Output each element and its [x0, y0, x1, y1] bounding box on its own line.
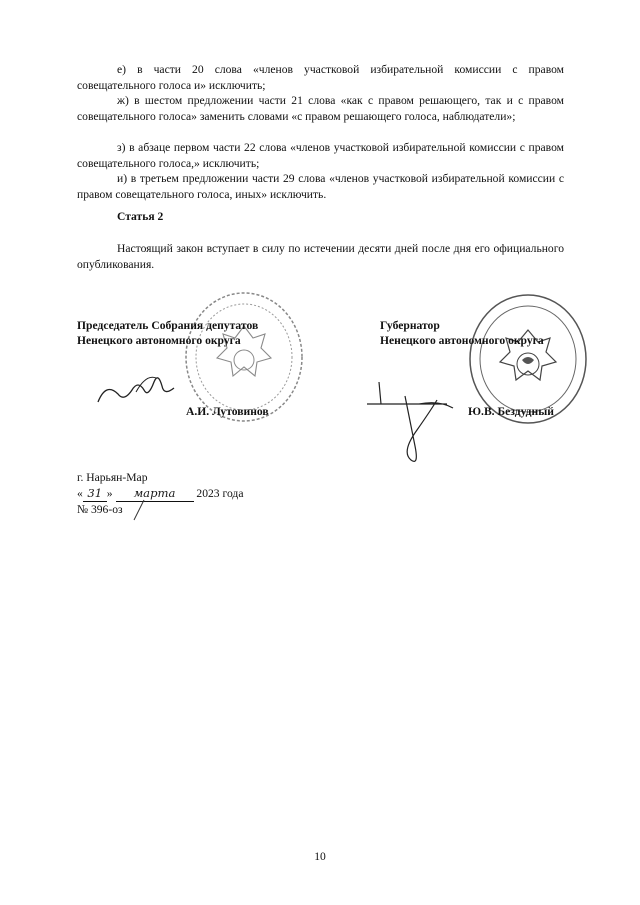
right-title-line2: Ненецкого автономного округа	[380, 334, 544, 347]
page-number: 10	[314, 850, 326, 863]
left-title-line2: Ненецкого автономного округа	[77, 334, 241, 347]
date-day: 31	[83, 486, 107, 502]
date-mark-stroke	[130, 498, 150, 522]
left-signatory-title	[77, 318, 258, 348]
paragraph-e: е) в части 20 слова «членов участковой избирательной комиссии с правом совещательного голоса и» исключить;	[77, 63, 564, 92]
date-close-quote: »	[106, 487, 113, 500]
place-of-signing: г. Нарьян-Мар	[77, 471, 148, 484]
date-year: 2023 года	[196, 487, 244, 500]
left-title-line1: Председатель Собрания депутатов	[77, 319, 259, 332]
paragraph-zh: ж) в шестом предложении части 21 слова «как с правом решающего, так и с правом совещательного голоса» заменить словами «с правом решающего голоса, наблюдатели»;	[77, 94, 564, 123]
date-month: марта	[116, 486, 194, 502]
article-heading: Статья 2	[117, 210, 164, 223]
left-signatory-name: А.И. Лутовинов	[186, 405, 269, 418]
date-open-quote: «	[77, 487, 83, 500]
signing-date	[77, 486, 337, 502]
law-number: № 396-оз	[77, 503, 123, 516]
article-text: Настоящий закон вступает в силу по истечении десяти дней после дня его официального опубликования.	[77, 242, 564, 271]
right-signatory-name: Ю.В. Бездудный	[468, 405, 554, 418]
left-handwritten-signature	[92, 372, 182, 412]
paragraph-i: и) в третьем предложении части 29 слова «членов участковой избирательной комиссии с правом совещательного голоса, иных» исключить.	[77, 172, 564, 201]
right-signatory-title	[380, 318, 544, 348]
right-title-line1: Губернатор	[380, 319, 440, 332]
paragraph-z: з) в абзаце первом части 22 слова «членов участковой избирательной комиссии с правом совещательного голоса,» исключить;	[77, 141, 564, 170]
right-handwritten-signature	[365, 378, 465, 468]
